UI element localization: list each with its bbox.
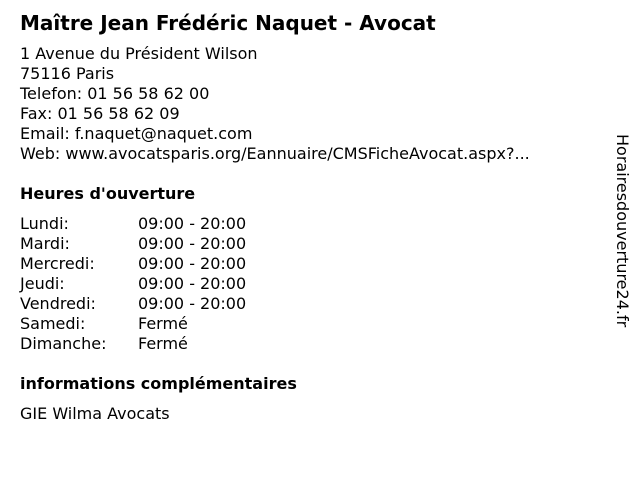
- address-street: 1 Avenue du Président Wilson: [20, 44, 258, 63]
- day-hours: 09:00 - 20:00: [138, 294, 247, 313]
- hours-row-sunday: [20, 334, 246, 354]
- hours-row-monday: [20, 214, 246, 234]
- day-label: Lundi:: [20, 214, 69, 233]
- additional-info-heading: informations complémentaires: [20, 374, 297, 393]
- day-label: Vendredi:: [20, 294, 96, 313]
- email-address: Email: f.naquet@naquet.com: [20, 124, 253, 143]
- day-hours: 09:00 - 20:00: [138, 274, 247, 293]
- day-label: Mardi:: [20, 234, 70, 253]
- day-label: Mercredi:: [20, 254, 95, 273]
- contact-block: [20, 44, 530, 164]
- day-label: Jeudi:: [20, 274, 65, 293]
- page-title: Maître Jean Frédéric Naquet - Avocat: [20, 11, 436, 35]
- opening-hours-heading: Heures d'ouverture: [20, 184, 196, 203]
- site-watermark: Horairesdouverture24.fr: [613, 134, 632, 328]
- day-hours: 09:00 - 20:00: [138, 214, 247, 233]
- hours-row-thursday: [20, 274, 246, 294]
- additional-info-text: GIE Wilma Avocats: [20, 404, 170, 423]
- day-hours: 09:00 - 20:00: [138, 254, 247, 273]
- phone-number: Telefon: 01 56 58 62 00: [20, 84, 210, 103]
- hours-row-wednesday: [20, 254, 246, 274]
- fax-number: Fax: 01 56 58 62 09: [20, 104, 180, 123]
- day-hours: Fermé: [138, 334, 188, 353]
- day-label: Samedi:: [20, 314, 86, 333]
- day-hours: Fermé: [138, 314, 188, 333]
- day-hours: 09:00 - 20:00: [138, 234, 247, 253]
- hours-row-saturday: [20, 314, 246, 334]
- day-label: Dimanche:: [20, 334, 107, 353]
- address-city: 75116 Paris: [20, 64, 115, 83]
- website-url: Web: www.avocatsparis.org/Eannuaire/CMSFicheAvocat.aspx?...: [20, 144, 530, 163]
- hours-row-friday: [20, 294, 246, 314]
- hours-row-tuesday: [20, 234, 246, 254]
- opening-hours-list: [20, 214, 246, 354]
